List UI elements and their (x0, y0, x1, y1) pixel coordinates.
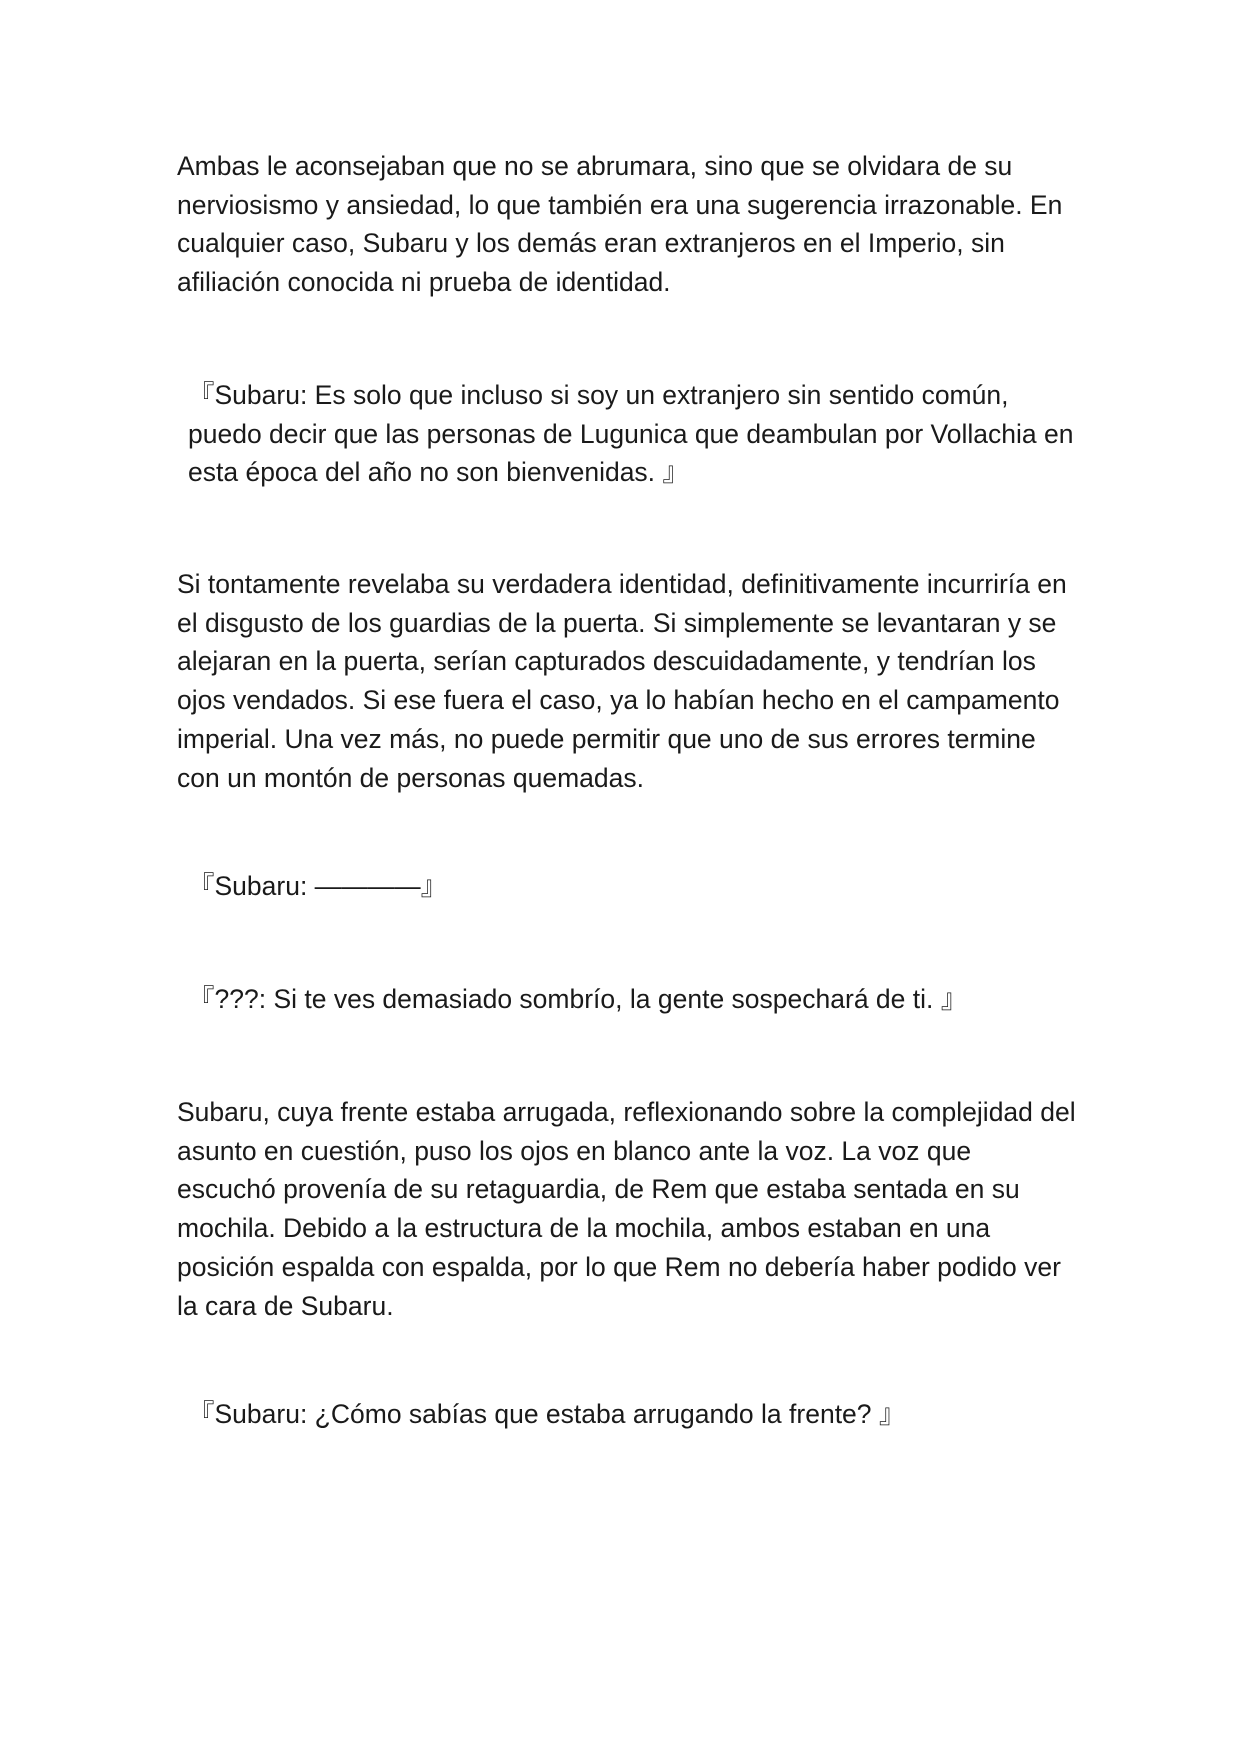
narration-paragraph: Ambas le aconsejaban que no se abrumara, sino que se olvidara de su nerviosismo y ansiedad, lo que también era una sugerencia irrazonable. En cualquier caso, Subaru y los demás eran extranjeros en el Imperio, sin afiliación conocida ni prueba de identidad. (177, 151, 1063, 298)
dialogue-line-unknown: 『???: Si te ves demasiado sombrío, la gente sospechará de ti. 』 (188, 984, 968, 1014)
dialogue-line-subaru: 『Subaru: ————』 (188, 871, 448, 901)
dialogue-line-subaru: 『Subaru: ¿Cómo sabías que estaba arrugando la frente? 』 (188, 1399, 906, 1429)
narration-paragraph: Subaru, cuya frente estaba arrugada, reflexionando sobre la complejidad del asunto en cuestión, puso los ojos en blanco ante la voz. La voz que escuchó provenía de su retaguardia, de Rem que estaba sentada en su mochila. Debido a la estructura de la mochila, ambos estaban en una posición espalda con espalda, por lo que Rem no debería haber podido ver la cara de Subaru. (177, 1097, 1076, 1321)
narration-paragraph: Si tontamente revelaba su verdadera identidad, definitivamente incurriría en el disgusto de los guardias de la puerta. Si simplemente se levantaran y se alejaran en la puerta, serían capturados descuidadamente, y tendrían los ojos vendados. Si ese fuera el caso, ya lo habían hecho en el campamento imperial. Una vez más, no puede permitir que uno de sus errores termine con un montón de personas quemadas. (177, 569, 1067, 793)
dialogue-line-subaru: 『Subaru: Es solo que incluso si soy un extranjero sin sentido común, puedo decir que las personas de Lugunica que deambulan por Vollachia en esta época del año no son bienvenidas. 』 (188, 380, 1074, 488)
